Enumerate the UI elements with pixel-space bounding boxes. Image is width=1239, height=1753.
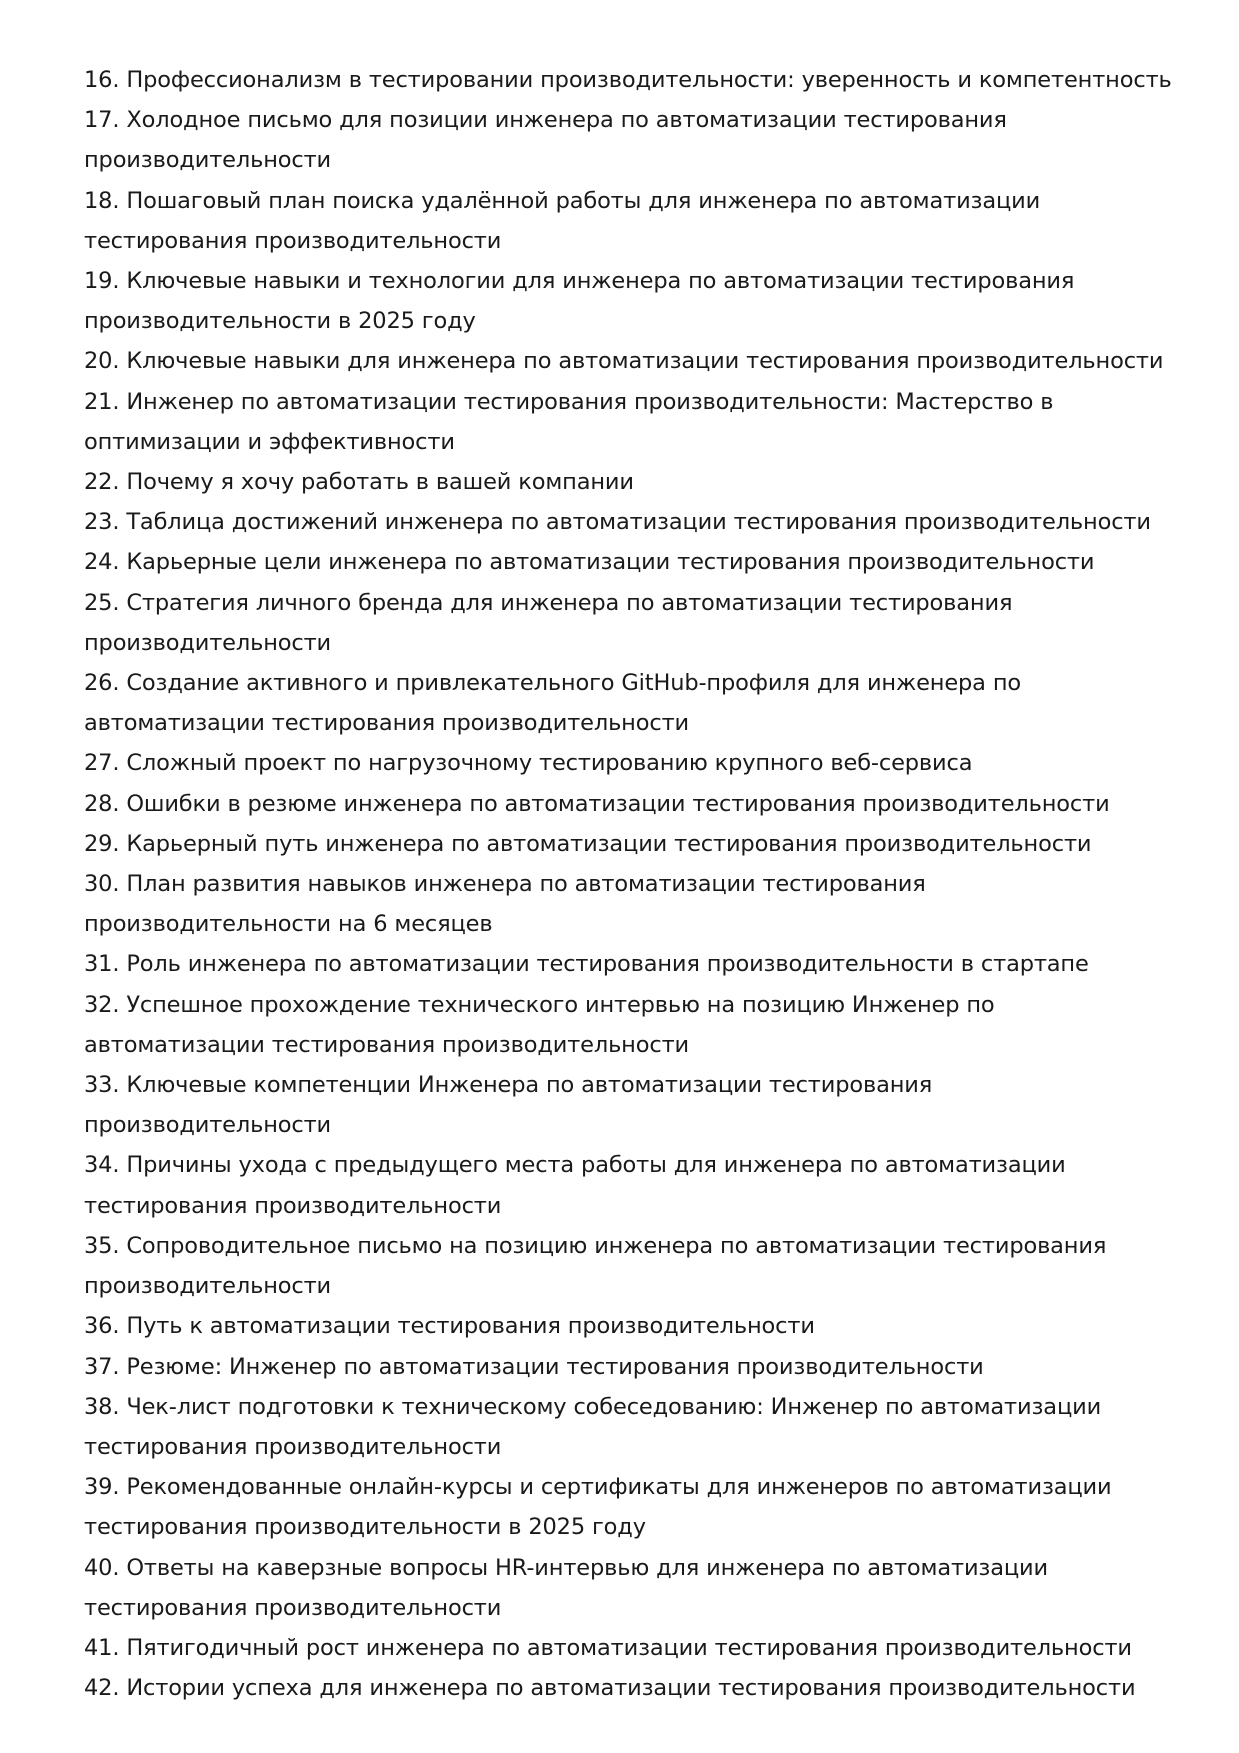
list-item: 39. Рекомендованные онлайн-курсы и сертификаты для инженеров по автоматизации тестирования производительности в 2025 году: [84, 1474, 1112, 1541]
list-item: 28. Ошибки в резюме инженера по автоматизации тестирования производительности: [84, 790, 1110, 817]
list-item: 16. Профессионализм в тестировании производительности: уверенность и компетентность: [84, 67, 1172, 93]
list-item: 32. Успешное прохождение технического интервью на позицию Инженер по автоматизации тестирования производительности: [84, 991, 995, 1058]
list-item: 42. Истории успеха для инженера по автоматизации тестирования производительности: [84, 1675, 1136, 1702]
list-item: 33. Ключевые компетенции Инженера по автоматизации тестирования производительности: [84, 1072, 933, 1139]
list-item: 36. Путь к автоматизации тестирования производительности: [84, 1313, 815, 1340]
list-item: 21. Инженер по автоматизации тестирования производительности: Мастерство в оптимизации и эффективности: [84, 388, 1054, 455]
list-item: 41. Пятигодичный рост инженера по автоматизации тестирования производительности: [84, 1634, 1132, 1661]
list-item: 31. Роль инженера по автоматизации тестирования производительности в стартапе: [84, 951, 1089, 978]
list-item: 35. Сопроводительное письмо на позицию инженера по автоматизации тестирования производительности: [84, 1232, 1107, 1300]
list-item: 17. Холодное письмо для позиции инженера по автоматизации тестирования производительности: [84, 107, 1007, 174]
list-item: 18. Пошаговый план поиска удалённой работы для инженера по автоматизации тестирования производительности: [84, 187, 1041, 254]
list-item: 37. Резюме: Инженер по автоматизации тестирования производительности: [84, 1353, 984, 1380]
document-page: [84, 60, 1174, 1708]
list-item: 27. Сложный проект по нагрузочному тестированию крупного веб-сервиса: [84, 750, 973, 777]
list-item: 40. Ответы на каверзные вопросы HR-интервью для инженера по автоматизации тестирования производительности: [84, 1554, 1048, 1621]
list-item: 25. Стратегия личного бренда для инженера по автоматизации тестирования производительности: [84, 589, 1013, 656]
list-item: 29. Карьерный путь инженера по автоматизации тестирования производительности: [84, 830, 1092, 857]
list-item: 24. Карьерные цели инженера по автоматизации тестирования производительности: [84, 549, 1095, 576]
list-item: 23. Таблица достижений инженера по автоматизации тестирования производительности: [84, 509, 1151, 536]
list-item: 34. Причины ухода с предыдущего места работы для инженера по автоматизации тестирования производительности: [84, 1152, 1066, 1219]
article-list: [84, 60, 1174, 1708]
list-item: 22. Почему я хочу работать в вашей компании: [84, 469, 634, 496]
list-item: 38. Чек-лист подготовки к техническому собеседованию: Инженер по автоматизации тестирования производительности: [84, 1393, 1102, 1460]
list-item: 20. Ключевые навыки для инженера по автоматизации тестирования производительности: [84, 348, 1164, 375]
list-item: 19. Ключевые навыки и технологии для инженера по автоматизации тестирования производительности в 2025 году: [84, 268, 1075, 335]
list-item: 26. Создание активного и привлекательного GitHub-профиля для инженера по автоматизации тестирования производительности: [84, 670, 1021, 737]
list-item: 30. План развития навыков инженера по автоматизации тестирования производительности на 6 месяцев: [84, 871, 926, 938]
